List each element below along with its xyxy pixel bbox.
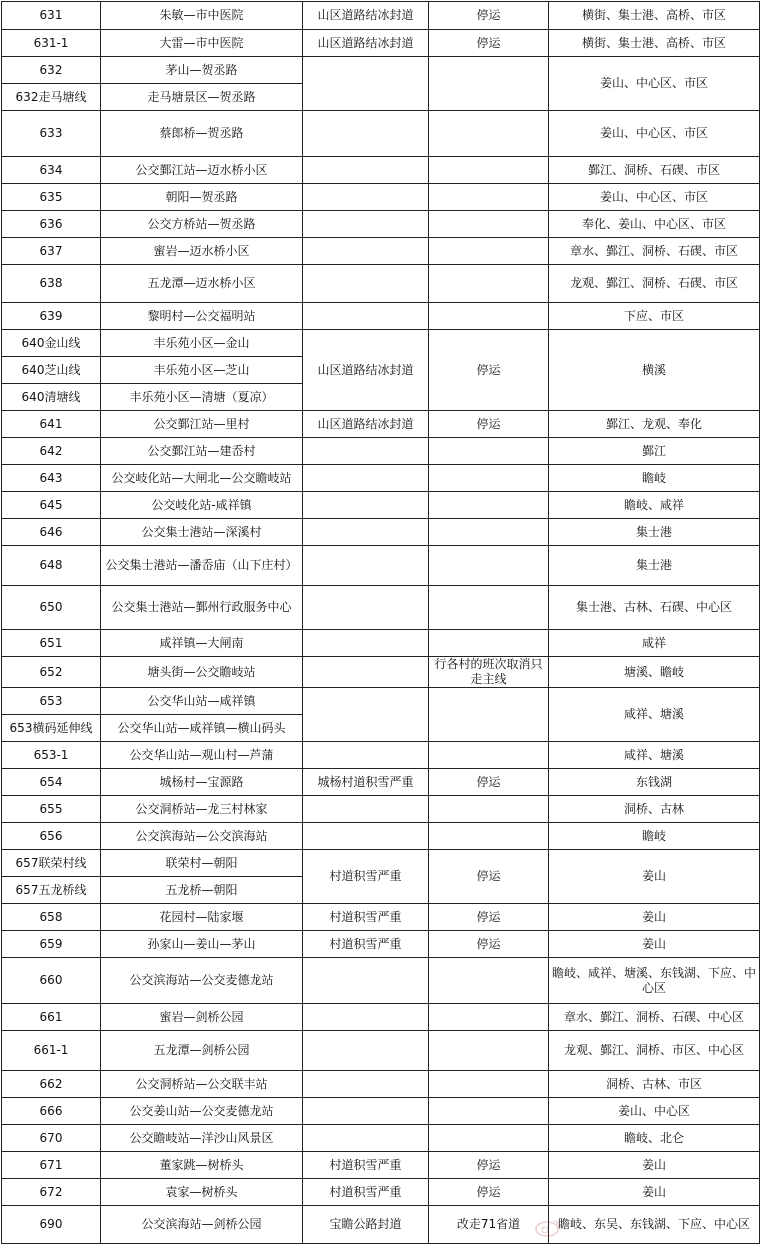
- area-cell: 龙观、鄞江、洞桥、市区、中心区: [549, 1031, 760, 1071]
- area-cell: 瞻岐、东吴、东钱湖、下应、中心区: [549, 1206, 760, 1244]
- area-cell: 姜山、中心区、市区: [549, 184, 760, 211]
- status-cell: 停运: [429, 30, 549, 57]
- area-cell: 塘溪、瞻岐: [549, 657, 760, 688]
- route-number-cell: 657联荣村线: [2, 850, 101, 877]
- table-row: [2, 30, 760, 57]
- route-name-cell: 走马塘景区—贺丞路: [101, 84, 303, 111]
- route-number-cell: 632走马塘线: [2, 84, 101, 111]
- table-row: [2, 2, 760, 30]
- route-number-cell: 632: [2, 57, 101, 84]
- table-row: [2, 465, 760, 492]
- route-name-cell: 公交集士港站—鄞州行政服务中心: [101, 586, 303, 630]
- table-row: [2, 157, 760, 184]
- route-number-cell: 659: [2, 931, 101, 958]
- reason-cell: [303, 303, 429, 330]
- status-cell: [429, 465, 549, 492]
- status-cell: [429, 1098, 549, 1125]
- area-cell: 咸祥、塘溪: [549, 742, 760, 769]
- route-number-cell: 655: [2, 796, 101, 823]
- reason-cell: [303, 586, 429, 630]
- status-cell: [429, 157, 549, 184]
- status-cell: [429, 546, 549, 586]
- reason-cell: 山区道路结冰封道: [303, 2, 429, 30]
- route-number-cell: 670: [2, 1125, 101, 1152]
- area-cell: 鄞江、龙观、奉化: [549, 411, 760, 438]
- status-cell: [429, 265, 549, 303]
- area-cell: 奉化、姜山、中心区、市区: [549, 211, 760, 238]
- route-number-cell: 635: [2, 184, 101, 211]
- route-name-cell: 花园村—陆家堰: [101, 904, 303, 931]
- route-name-cell: 塘头街—公交瞻岐站: [101, 657, 303, 688]
- status-cell: [429, 586, 549, 630]
- route-number-cell: 636: [2, 211, 101, 238]
- reason-cell: [303, 742, 429, 769]
- table-row: [2, 958, 760, 1004]
- area-cell: 咸祥、塘溪: [549, 688, 760, 742]
- reason-cell: [303, 111, 429, 157]
- area-cell: 章水、鄞江、洞桥、石碶、中心区: [549, 1004, 760, 1031]
- route-name-cell: 咸祥镇—大闸南: [101, 630, 303, 657]
- area-cell: 瞻岐、北仑: [549, 1125, 760, 1152]
- table-row: [2, 1179, 760, 1206]
- status-cell: 改走71省道: [429, 1206, 549, 1244]
- route-number-cell: 653-1: [2, 742, 101, 769]
- route-number-cell: 657五龙桥线: [2, 877, 101, 904]
- route-name-cell: 朱敏—市中医院: [101, 2, 303, 30]
- table-row: [2, 546, 760, 586]
- area-cell: 瞻岐、咸祥、塘溪、东钱湖、下应、中心区: [549, 958, 760, 1004]
- status-cell: 行各村的班次取消只走主线: [429, 657, 549, 688]
- route-name-cell: 联荣村—朝阳: [101, 850, 303, 877]
- route-name-cell: 公交岐化站—大闸北—公交瞻岐站: [101, 465, 303, 492]
- area-cell: 东钱湖: [549, 769, 760, 796]
- table-row: [2, 1206, 760, 1244]
- route-name-cell: 董家跳—树桥头: [101, 1152, 303, 1179]
- route-name-cell: 丰乐苑小区—清塘（夏凉）: [101, 384, 303, 411]
- area-cell: 瞻岐: [549, 465, 760, 492]
- route-number-cell: 661: [2, 1004, 101, 1031]
- status-cell: [429, 211, 549, 238]
- route-name-cell: 蜜岩—迈水桥小区: [101, 238, 303, 265]
- status-cell: [429, 111, 549, 157]
- route-number-cell: 661-1: [2, 1031, 101, 1071]
- table-row: [2, 1071, 760, 1098]
- status-cell: 停运: [429, 330, 549, 411]
- area-cell: 姜山: [549, 931, 760, 958]
- route-name-cell: 公交鄞江站—里村: [101, 411, 303, 438]
- reason-cell: [303, 630, 429, 657]
- table-row: [2, 688, 760, 715]
- table-row: [2, 303, 760, 330]
- status-cell: [429, 630, 549, 657]
- area-cell: 姜山、中心区、市区: [549, 57, 760, 111]
- table-row: [2, 492, 760, 519]
- table-row: [2, 265, 760, 303]
- table-row: [2, 850, 760, 877]
- route-number-cell: 658: [2, 904, 101, 931]
- status-cell: [429, 823, 549, 850]
- route-name-cell: 公交华山站—观山村—芦蒲: [101, 742, 303, 769]
- route-number-cell: 631-1: [2, 30, 101, 57]
- reason-cell: [303, 1004, 429, 1031]
- route-name-cell: 公交华山站—咸祥镇: [101, 688, 303, 715]
- route-name-cell: 公交姜山站—公交麦德龙站: [101, 1098, 303, 1125]
- route-name-cell: 公交鄞江站—迈水桥小区: [101, 157, 303, 184]
- reason-cell: [303, 211, 429, 238]
- route-name-cell: 公交华山站—咸祥镇—横山码头: [101, 715, 303, 742]
- route-name-cell: 公交方桥站—贺丞路: [101, 211, 303, 238]
- route-number-cell: 638: [2, 265, 101, 303]
- table-row: [2, 931, 760, 958]
- status-cell: [429, 184, 549, 211]
- route-name-cell: 公交岐化站-咸祥镇: [101, 492, 303, 519]
- reason-cell: [303, 238, 429, 265]
- table-row: [2, 111, 760, 157]
- route-name-cell: 袁家—树桥头: [101, 1179, 303, 1206]
- area-cell: 横街、集士港、高桥、市区: [549, 30, 760, 57]
- reason-cell: [303, 1098, 429, 1125]
- table-row: [2, 586, 760, 630]
- route-name-cell: 丰乐苑小区—芝山: [101, 357, 303, 384]
- status-cell: [429, 492, 549, 519]
- status-cell: [429, 796, 549, 823]
- area-cell: 横溪: [549, 330, 760, 411]
- route-number-cell: 653横码延伸线: [2, 715, 101, 742]
- status-cell: [429, 1071, 549, 1098]
- table-row: [2, 238, 760, 265]
- reason-cell: [303, 1071, 429, 1098]
- reason-cell: 山区道路结冰封道: [303, 330, 429, 411]
- area-cell: 龙观、鄞江、洞桥、石碶、市区: [549, 265, 760, 303]
- table-body: [2, 2, 760, 1244]
- route-number-cell: 671: [2, 1152, 101, 1179]
- route-name-cell: 公交鄞江站—建岙村: [101, 438, 303, 465]
- reason-cell: [303, 657, 429, 688]
- table-row: [2, 630, 760, 657]
- table-row: [2, 330, 760, 357]
- reason-cell: 村道积雪严重: [303, 850, 429, 904]
- route-number-cell: 648: [2, 546, 101, 586]
- route-number-cell: 662: [2, 1071, 101, 1098]
- route-name-cell: 公交洞桥站—龙三村林家: [101, 796, 303, 823]
- route-number-cell: 672: [2, 1179, 101, 1206]
- reason-cell: 村道积雪严重: [303, 904, 429, 931]
- reason-cell: 村道积雪严重: [303, 1152, 429, 1179]
- status-cell: [429, 1031, 549, 1071]
- reason-cell: 山区道路结冰封道: [303, 411, 429, 438]
- route-name-cell: 公交集士港站—潘岙庙（山下庄村）: [101, 546, 303, 586]
- area-cell: 鄞江: [549, 438, 760, 465]
- route-number-cell: 660: [2, 958, 101, 1004]
- route-number-cell: 646: [2, 519, 101, 546]
- reason-cell: 宝瞻公路封道: [303, 1206, 429, 1244]
- area-cell: 姜山、中心区、市区: [549, 111, 760, 157]
- status-cell: [429, 1125, 549, 1152]
- reason-cell: [303, 57, 429, 111]
- area-cell: 咸祥: [549, 630, 760, 657]
- table-row: [2, 769, 760, 796]
- route-number-cell: 642: [2, 438, 101, 465]
- area-cell: 洞桥、古林: [549, 796, 760, 823]
- route-name-cell: 蜜岩—剑桥公园: [101, 1004, 303, 1031]
- route-name-cell: 黎明村—公交福明站: [101, 303, 303, 330]
- status-cell: 停运: [429, 1179, 549, 1206]
- status-cell: 停运: [429, 850, 549, 904]
- route-name-cell: 孙家山—姜山—茅山: [101, 931, 303, 958]
- reason-cell: [303, 157, 429, 184]
- route-number-cell: 640金山线: [2, 330, 101, 357]
- route-number-cell: 666: [2, 1098, 101, 1125]
- route-name-cell: 公交滨海站—剑桥公园: [101, 1206, 303, 1244]
- area-cell: 章水、鄞江、洞桥、石碶、市区: [549, 238, 760, 265]
- table-row: [2, 1031, 760, 1071]
- route-name-cell: 五龙潭—剑桥公园: [101, 1031, 303, 1071]
- area-cell: 姜山: [549, 904, 760, 931]
- reason-cell: [303, 1031, 429, 1071]
- route-number-cell: 631: [2, 2, 101, 30]
- table-row: [2, 1152, 760, 1179]
- route-status-table: [1, 1, 760, 1244]
- route-number-cell: 651: [2, 630, 101, 657]
- route-number-cell: 634: [2, 157, 101, 184]
- reason-cell: [303, 796, 429, 823]
- route-name-cell: 公交瞻岐站—洋沙山风景区: [101, 1125, 303, 1152]
- table-row: [2, 823, 760, 850]
- route-name-cell: 朝阳—贺丞路: [101, 184, 303, 211]
- route-name-cell: 丰乐苑小区—金山: [101, 330, 303, 357]
- status-cell: [429, 303, 549, 330]
- reason-cell: [303, 492, 429, 519]
- route-name-cell: 公交滨海站—公交滨海站: [101, 823, 303, 850]
- route-number-cell: 656: [2, 823, 101, 850]
- table-row: [2, 1004, 760, 1031]
- status-cell: [429, 57, 549, 111]
- area-cell: 集士港、古林、石碶、中心区: [549, 586, 760, 630]
- status-cell: 停运: [429, 2, 549, 30]
- status-cell: 停运: [429, 904, 549, 931]
- route-number-cell: 650: [2, 586, 101, 630]
- area-cell: 集士港: [549, 519, 760, 546]
- status-cell: [429, 688, 549, 742]
- table-row: [2, 184, 760, 211]
- status-cell: [429, 1004, 549, 1031]
- area-cell: 洞桥、古林、市区: [549, 1071, 760, 1098]
- reason-cell: [303, 519, 429, 546]
- route-name-cell: 大雷—市中医院: [101, 30, 303, 57]
- status-cell: 停运: [429, 931, 549, 958]
- table-row: [2, 57, 760, 84]
- reason-cell: [303, 688, 429, 742]
- route-number-cell: 641: [2, 411, 101, 438]
- reason-cell: [303, 1125, 429, 1152]
- reason-cell: [303, 184, 429, 211]
- area-cell: 瞻岐: [549, 823, 760, 850]
- route-number-cell: 639: [2, 303, 101, 330]
- route-name-cell: 公交集士港站—深溪村: [101, 519, 303, 546]
- area-cell: 姜山: [549, 850, 760, 904]
- reason-cell: [303, 958, 429, 1004]
- reason-cell: [303, 265, 429, 303]
- area-cell: 下应、市区: [549, 303, 760, 330]
- reason-cell: 山区道路结冰封道: [303, 30, 429, 57]
- area-cell: 鄞江、洞桥、石碶、市区: [549, 157, 760, 184]
- table-row: [2, 904, 760, 931]
- area-cell: 姜山: [549, 1179, 760, 1206]
- reason-cell: 城杨村道积雪严重: [303, 769, 429, 796]
- reason-cell: [303, 465, 429, 492]
- status-cell: [429, 438, 549, 465]
- status-cell: 停运: [429, 1152, 549, 1179]
- route-name-cell: 城杨村—宝源路: [101, 769, 303, 796]
- table-row: [2, 438, 760, 465]
- route-number-cell: 690: [2, 1206, 101, 1244]
- status-cell: [429, 238, 549, 265]
- route-number-cell: 637: [2, 238, 101, 265]
- status-cell: 停运: [429, 411, 549, 438]
- area-cell: 姜山、中心区: [549, 1098, 760, 1125]
- route-number-cell: 653: [2, 688, 101, 715]
- status-cell: [429, 958, 549, 1004]
- reason-cell: [303, 438, 429, 465]
- status-cell: [429, 519, 549, 546]
- route-number-cell: 633: [2, 111, 101, 157]
- status-cell: [429, 742, 549, 769]
- area-cell: 瞻岐、咸祥: [549, 492, 760, 519]
- route-name-cell: 五龙桥—朝阳: [101, 877, 303, 904]
- table-row: [2, 742, 760, 769]
- area-cell: 集士港: [549, 546, 760, 586]
- reason-cell: 村道积雪严重: [303, 1179, 429, 1206]
- status-cell: 停运: [429, 769, 549, 796]
- route-name-cell: 蔡郎桥—贺丞路: [101, 111, 303, 157]
- area-cell: 姜山: [549, 1152, 760, 1179]
- table-row: [2, 519, 760, 546]
- reason-cell: [303, 546, 429, 586]
- route-number-cell: 645: [2, 492, 101, 519]
- route-number-cell: 652: [2, 657, 101, 688]
- table-row: [2, 1125, 760, 1152]
- route-number-cell: 640芝山线: [2, 357, 101, 384]
- route-name-cell: 公交洞桥站—公交联丰站: [101, 1071, 303, 1098]
- table-row: [2, 796, 760, 823]
- table-row: [2, 211, 760, 238]
- route-name-cell: 茅山—贺丞路: [101, 57, 303, 84]
- watermark-logo: [532, 1218, 562, 1238]
- route-name-cell: 五龙潭—迈水桥小区: [101, 265, 303, 303]
- table-row: [2, 1098, 760, 1125]
- reason-cell: 村道积雪严重: [303, 931, 429, 958]
- route-number-cell: 640清塘线: [2, 384, 101, 411]
- table-row: [2, 411, 760, 438]
- table-row: [2, 657, 760, 688]
- route-number-cell: 654: [2, 769, 101, 796]
- route-number-cell: 643: [2, 465, 101, 492]
- route-name-cell: 公交滨海站—公交麦德龙站: [101, 958, 303, 1004]
- area-cell: 横街、集士港、高桥、市区: [549, 2, 760, 30]
- reason-cell: [303, 823, 429, 850]
